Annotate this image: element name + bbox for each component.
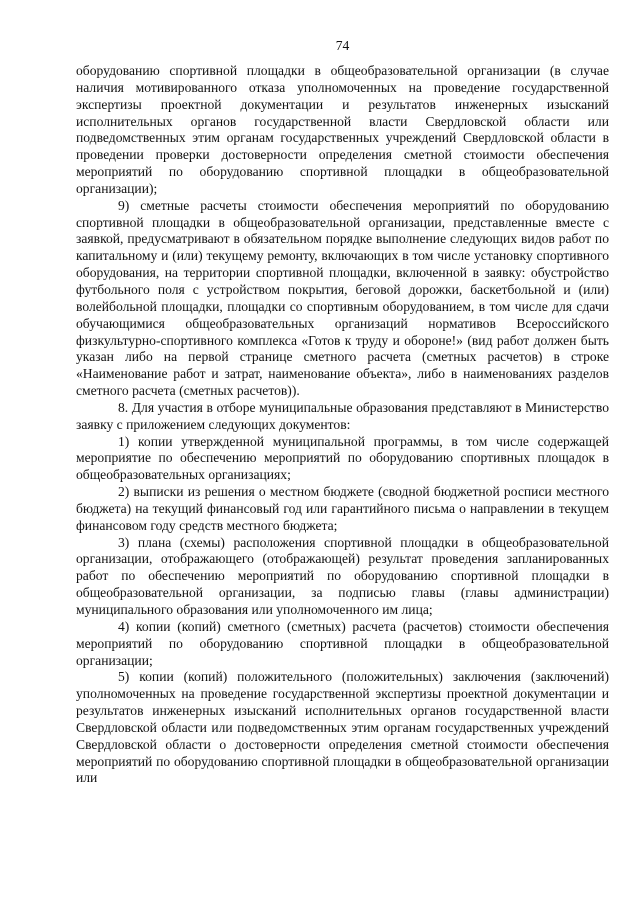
paragraph-item-3: 3) плана (схемы) расположения спортивной площадки в общеобразовательной организации, отображающего (отображающей) результат проведения запланированных работ по обеспечению мероприятий по оборудованию спортивной площадки в общеобразовательной организации, за подписью главы (главы администрации) муниципального образования или уполномоченного им лица; bbox=[76, 534, 609, 617]
paragraph-item-1: 1) копии утвержденной муниципальной программы, в том числе содержащей мероприятие по обеспечению мероприятий по оборудованию спортивных площадок в общеобразовательных организациях; bbox=[76, 433, 609, 483]
paragraph-item-9: 9) сметные расчеты стоимости обеспечения мероприятий по оборудованию спортивной площадки в общеобразовательной организации, представленные вместе с заявкой, предусматривают в обязательном порядке выполнение следующих видов работ по капитальному и (или) текущему ремонту, включающих в том числе установку спортивного оборудования, на территории спортивной площадки, включенной в заявку: обустройство футбольного поля с устройством покрытия, беговой дорожки, баскетбольной и (или) волейбольной площадки, площадки со спортивным оборудованием, в том числе для сдачи обучающимися общеобразовательных организаций нормативов Всероссийского физкультурно-спортивного комплекса «Готов к труду и обороне!» (вид работ должен быть указан либо на первой странице сметного расчета (сметных расчетов) в строке «Наименование работ и затрат, наименование объекта», либо в наименованиях разделов сметного расчета (сметных расчетов)). bbox=[76, 197, 609, 399]
paragraph-item-4: 4) копии (копий) сметного (сметных) расчета (расчетов) стоимости обеспечения мероприятий по оборудованию спортивной площадки в общеобразовательной организации; bbox=[76, 618, 609, 668]
page-number: 74 bbox=[335, 38, 350, 53]
paragraph-continuation: оборудованию спортивной площадки в общеобразовательной организации (в случае наличия мотивированного отказа уполномоченных на проведение государственной экспертизы проектной документации и результатов инженерных изысканий исполнительных органов государственной власти Свердловской области или подведомственных этим органам государственных учреждений Свердловской области в проведении проверки достоверности определения сметной стоимости обеспечения мероприятий по оборудованию спортивной площадки в общеобразовательной организации); bbox=[76, 63, 609, 196]
document-page bbox=[76, 38, 609, 787]
paragraph-item-5: 5) копии (копий) положительного (положительных) заключения (заключений) уполномоченных на проведение государственной экспертизы проектной документации и результатов инженерных изысканий исполнительных органов государственной власти Свердловской области или подведомственных этим органам государственных учреждений Свердловской области о достоверности определения сметной стоимости обеспечения мероприятий по оборудованию спортивной площадки в общеобразовательной организации или bbox=[76, 669, 609, 786]
paragraph-section-8: 8. Для участия в отборе муниципальные образования представляют в Министерство заявку с приложением следующих документов: bbox=[76, 399, 609, 432]
paragraph-item-2: 2) выписки из решения о местном бюджете (сводной бюджетной росписи местного бюджета) на текущий финансовый год или гарантийного письма о направлении в текущем финансовом году средств местного бюджета; bbox=[76, 484, 609, 533]
